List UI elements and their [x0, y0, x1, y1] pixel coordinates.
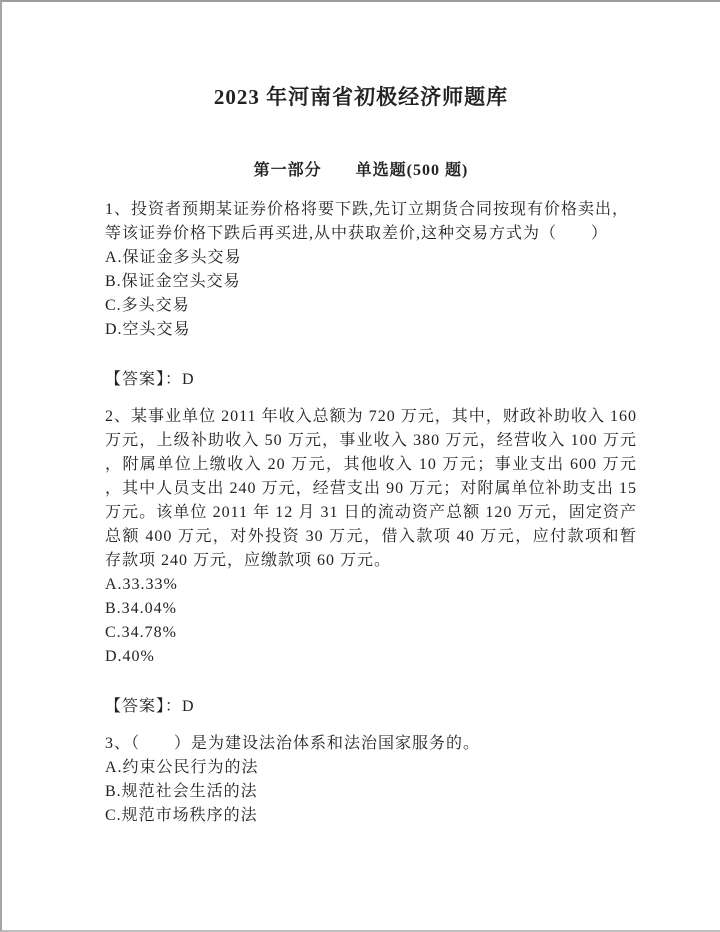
question-2-line-4: ，其中人员支出 240 万元，经营支出 90 万元；对附属单位补助支出 15	[105, 480, 637, 497]
answer-value: D	[182, 698, 195, 715]
question-3-option-b: B.规范社会生活的法	[105, 783, 258, 800]
question-2-option-b: B.34.04%	[105, 600, 177, 617]
question-1	[105, 198, 637, 392]
question-2-option-d: D.40%	[105, 648, 155, 665]
question-3	[105, 732, 637, 828]
question-2-line-1: 2、某事业单位 2011 年收入总额为 720 万元，其中，财政补助收入 160	[105, 408, 637, 425]
question-2-option-a: A.33.33%	[105, 576, 178, 593]
question-1-option-d: D.空头交易	[105, 321, 191, 338]
question-2-line-5: 万元。该单位 2011 年 12 月 31 日的流动资产总额 120 万元，固定资产	[105, 504, 637, 521]
question-1-option-c: C.多头交易	[105, 297, 190, 314]
answer-label: 【答案】：	[105, 698, 183, 715]
document-title: 2023 年河南省初极经济师题库	[213, 85, 509, 109]
question-1-line-1: 1、投资者预期某证券价格将要下跌,先订立期货合同按现有价格卖出，	[105, 201, 630, 218]
question-2-line-7: 存款项 240 万元，应缴款项 60 万元。	[105, 552, 392, 569]
question-2-line-2: 万元，上级补助收入 50 万元，事业收入 380 万元，经营收入 100 万元	[105, 432, 637, 449]
document-body	[105, 198, 637, 828]
question-1-answer-line	[105, 368, 637, 392]
question-2	[105, 405, 637, 719]
question-3-option-a: A.约束公民行为的法	[105, 759, 259, 776]
question-2-line-6: 总额 400 万元，对外投资 30 万元，借入款项 40 万元，应付款项和暂	[105, 528, 637, 545]
question-1-option-a: A.保证金多头交易	[105, 249, 242, 266]
answer-label: 【答案】：	[105, 371, 183, 388]
answer-value: D	[182, 371, 195, 388]
question-2-line-3: ，附属单位上缴收入 20 万元，其他收入 10 万元；事业支出 600 万元	[105, 456, 637, 473]
question-2-option-c: C.34.78%	[105, 624, 177, 641]
section-heading: 第一部分 单选题(500 题)	[253, 162, 469, 179]
question-2-answer-line	[105, 695, 637, 719]
question-3-line-1: 3、（ ）是为建设法治体系和法治国家服务的。	[105, 735, 481, 752]
question-1-line-2: 等该证券价格下跌后再买进,从中获取差价,这种交易方式为（ ）	[105, 225, 609, 242]
question-1-option-b: B.保证金空头交易	[105, 273, 241, 290]
question-3-option-c: C.规范市场秩序的法	[105, 807, 258, 824]
